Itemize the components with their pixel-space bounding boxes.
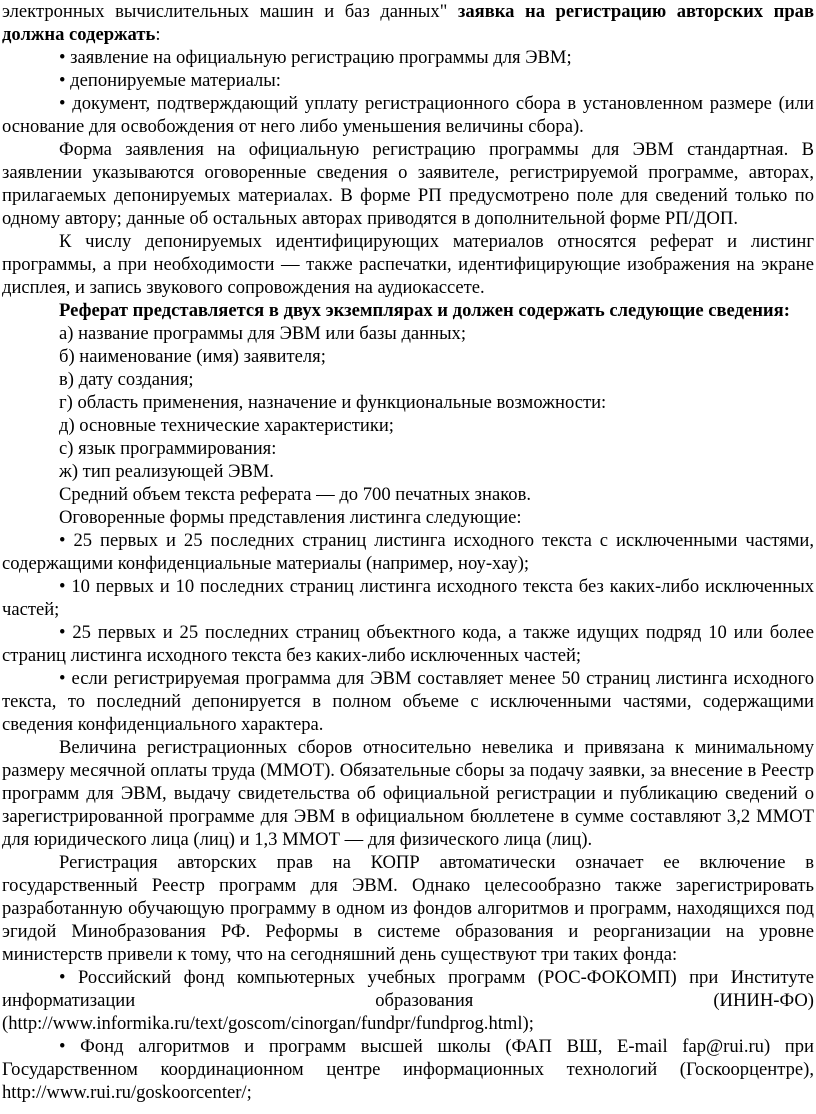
paragraph-abstract-size: Средний объем текста реферата — до 700 печатных знаков.: [59, 484, 532, 505]
bullet-deposited: • депонируемые материалы:: [59, 70, 281, 91]
bullet-ros-fokomp: • Российский фонд компьютерных учебных программ (РОС-ФОКОМП) при Институте информатизации образования (ИНИН-ФО) (http://www.informika.ru/text/goscom/cinorgan/fundpr/fundprog.html);: [2, 967, 814, 1034]
bullet-payment: • документ, подтверждающий уплату регистрационного сбора в установленном размере (или основание для освобождения от него либо уменьшения величины сбора).: [2, 93, 814, 137]
list-item: г) область применения, назначение и функциональные возможности:: [59, 392, 607, 413]
paragraph-materials: К числу депонируемых идентифицирующих материалов относятся реферат и листинг программы, а при необходимости — также распечатки, идентифицирующие изображения на экране дисплея, и запись звукового сопровождения на аудиокассете.: [2, 231, 814, 298]
intro-bold: заявка на регистрацию авторских прав должна содержать: [2, 1, 815, 45]
paragraph-form: Форма заявления на официальную регистрацию программы для ЭВМ стандартная. В заявлении указываются оговоренные сведения о заявителе, регистрируемой программе, авторах, прилагаемых депонируемых материалах. В форме РП предусмотрено поле для сведений только по одному автору; данные об остальных авторах приводятся в дополнительной форме РП/ДОП.: [2, 139, 814, 229]
list-item: ж) тип реализующей ЭВМ.: [59, 461, 274, 482]
bullet-fap-vsh: • Фонд алгоритмов и программ высшей школы (ФАП ВШ, E-mail fap@rui.ru) при Государственном координационном центре информационных технологий (Госкоорцентре), http://www.rui.ru/goskoorcenter/;: [2, 1036, 814, 1103]
intro-tail: :: [155, 24, 161, 45]
list-item: с) язык программирования:: [59, 438, 277, 459]
bullet-object-code: • 25 первых и 25 последних страниц объектного кода, а также идущих подряд 10 или более страниц листинга исходного текста без каких-либо исключенных частей;: [2, 622, 814, 666]
list-item: б) наименование (имя) заявителя;: [59, 346, 326, 367]
list-item: а) название программы для ЭВМ или базы данных;: [59, 323, 467, 344]
abstract-heading-bold: Реферат представляется в двух экземплярах и должен содержать следующие сведения:: [59, 300, 790, 321]
paragraph-intro: [2, 0, 814, 46]
intro-text: электронных вычислительных машин и баз данных": [2, 1, 458, 22]
paragraph-abstract-heading: [2, 299, 814, 322]
list-item: в) дату создания;: [59, 369, 194, 390]
bullet-listing-10: • 10 первых и 10 последних страниц листинга исходного текста без каких-либо исключенных частей;: [2, 576, 814, 620]
paragraph-registration: Регистрация авторских прав на КОПР автоматически означает ее включение в государственный Реестр программ для ЭВМ. Однако целесообразно также зарегистрировать разработанную обучающую программу в одном из фондов алгоритмов и программ, находящихся под эгидой Минобразования РФ. Реформы в системе образования и реорганизации на уровне министерств привели к тому, что на сегодняшний день существуют три таких фонда:: [2, 852, 814, 965]
paragraph-listing-forms: Оговоренные формы представления листинга следующие:: [59, 507, 522, 528]
paragraph-fees: Величина регистрационных сборов относительно невелика и привязана к минимальному размеру месячной оплаты труда (ММОТ). Обязательные сборы за подачу заявки, за внесение в Реестр программ для ЭВМ, выдачу свидетельства об официальной регистрации и публикацию сведений о зарегистрированной программе для ЭВМ в официальном бюллетене в сумме составляют 3,2 ММОТ для юридического лица (лиц) и 1,3 ММОТ — для физического лица (лиц).: [2, 737, 814, 850]
bullet-short-program: • если регистрируемая программа для ЭВМ составляет менее 50 страниц листинга исходного текста, то последний депонируется в полном объеме с исключенными частями, содержащими сведения конфиденциального характера.: [2, 668, 814, 735]
bullet-listing-25: • 25 первых и 25 последних страниц листинга исходного текста с исключенными частями, содержащими конфиденциальные материалы (например, ноу-хау);: [2, 530, 814, 574]
list-item: д) основные технические характеристики;: [59, 415, 394, 436]
bullet-application: • заявление на официальную регистрацию программы для ЭВМ;: [59, 47, 572, 68]
